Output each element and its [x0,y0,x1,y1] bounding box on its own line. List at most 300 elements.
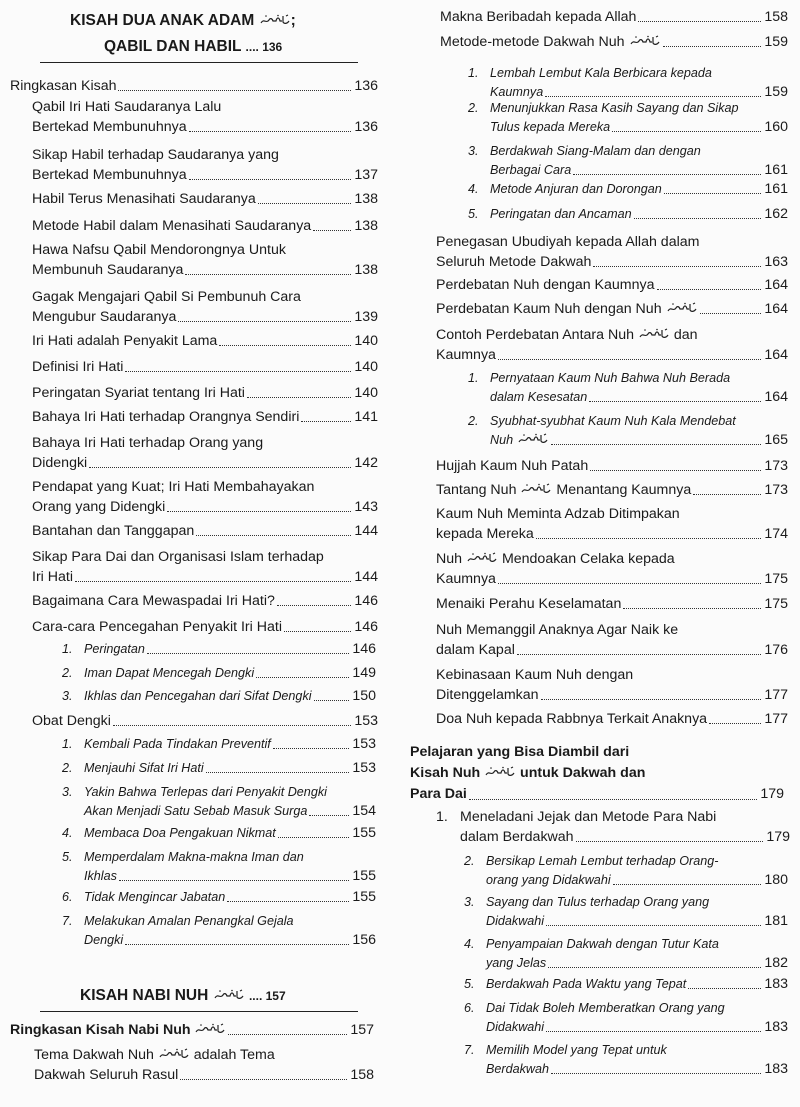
page-number: 142 [354,455,378,471]
toc-entry[interactable] [436,232,788,272]
entry-title: Tidak Mengincar Jabatan [84,890,226,904]
page-number: 175 [764,596,788,612]
page-number: 137 [354,167,378,183]
toc-entry[interactable] [436,709,788,729]
page-number: 155 [352,868,376,884]
entry-number: 6. [464,1001,475,1015]
entry-title: dalam Kapal [436,642,515,658]
leader-dots [573,174,761,175]
page-number: 164 [764,277,788,293]
leader-dots [657,289,762,290]
entry-number: 1. [62,737,73,751]
pbuh-icon [667,302,697,313]
leader-dots [546,1031,761,1032]
entry-title: Dakwah Seluruh Rasul [34,1067,179,1083]
entry-title: Didakwahi [486,1020,545,1034]
entry-title: Iman Dapat Mencegah Dengki [84,666,255,680]
leader-dots [167,511,351,512]
entry-title: Lembah Lembut Kala Berbicara kepada [490,66,712,80]
entry-title: Metode Habil dalam Menasihati Saudaranya [32,218,312,234]
entry-title: Definisi Iri Hati [32,359,124,375]
pbuh-icon [485,766,515,777]
leader-dots [277,605,351,606]
entry-title: Perdebatan Nuh dengan Kaumnya [436,277,655,293]
entry-title: Sikap Para Dai dan Organisasi Islam terhadap [32,549,324,565]
leader-dots [541,699,762,700]
page-number: 173 [764,458,788,474]
entry-title: Menantang Kaumnya [556,482,692,498]
toc-entry[interactable] [436,456,788,476]
pbuh-icon [159,1048,189,1059]
leader-dots [180,1079,347,1080]
page-number: 179 [760,786,784,802]
entry-title: Bagaimana Cara Mewaspadai Iri Hati? [32,593,275,609]
entry-title: Ikhlas [84,869,117,883]
toc-entry[interactable] [468,142,788,180]
entry-title: Nuh [436,551,463,567]
leader-dots [301,421,351,422]
leader-dots [256,677,349,678]
entry-number: 3. [468,144,479,158]
heading-line: untuk Dakwah dan [516,765,646,781]
page-number: 144 [354,569,378,585]
entry-title: dalam Berdakwah [460,829,574,845]
leader-dots [551,444,762,445]
page-number: 161 [764,162,788,178]
toc-entry[interactable] [436,275,788,295]
page-number: 159 [764,34,788,50]
entry-number: 7. [464,1043,475,1057]
entry-title: Doa Nuh kepada Rabbnya Terkait Anaknya [436,711,708,727]
entry-number: 3. [464,895,475,909]
toc-entry[interactable] [62,888,376,907]
entry-number: 1. [468,66,479,80]
entry-title: Akan Menjadi Satu Sebab Masuk Surga [84,804,308,818]
entry-number: 2. [468,414,479,428]
leader-dots [119,880,349,881]
entry-title: Dengki [84,933,124,947]
leader-dots [517,654,761,655]
toc-entry[interactable] [32,711,378,731]
entry-title: Tulus kepada Mereka [490,120,611,134]
leader-dots [593,266,761,267]
leader-dots [498,359,761,360]
toc-entry[interactable] [32,240,378,280]
toc-entry[interactable] [436,620,788,660]
page-number: 164 [764,389,788,405]
page-number: 165 [764,432,788,448]
entry-title: Peringatan dan Ancaman [490,207,632,221]
leader-dots [612,131,761,132]
entry-title: Memperdalam Makna-makna Iman dan [84,850,304,864]
entry-title: Tema Dakwah Nuh [34,1047,154,1063]
page-number: 174 [764,526,788,542]
toc-entry[interactable] [32,331,378,351]
page-number: 138 [354,262,378,278]
toc-entry[interactable] [32,189,378,209]
entry-title: Metode Anjuran dan Dorongan [490,182,662,196]
page-number: 164 [764,347,788,363]
page-number: 150 [352,688,376,704]
entry-title-extra: dan [669,327,698,343]
page-number: 139 [354,309,378,325]
pbuh-icon [195,1023,225,1034]
entry-title: orang yang Didakwahi [486,873,611,887]
entry-number: 2. [62,761,73,775]
toc-entry[interactable] [436,325,788,365]
pbuh-icon [630,35,660,46]
section-title-line1: KISAH DUA ANAK ADAM ; [70,12,296,29]
page-number: 143 [354,499,378,515]
page-number: 140 [354,333,378,349]
entry-number: 4. [468,182,479,196]
page-number: 155 [352,889,376,905]
toc-entry[interactable] [468,180,788,199]
leader-dots [551,1073,761,1074]
entry-number: 2. [464,854,475,868]
entry-title: Membaca Doa Pengakuan Nikmat [84,826,276,840]
entry-title: Metode-metode Dakwah Nuh [440,34,625,50]
toc-entry[interactable] [468,412,788,450]
leader-dots [178,321,351,322]
entry-number: 3. [62,689,73,703]
leader-dots [118,90,351,91]
toc-entry[interactable] [10,1020,374,1040]
entry-number: 5. [464,977,475,991]
toc-entry[interactable] [62,783,376,821]
page-number: 146 [354,593,378,609]
page-number: 163 [764,254,788,270]
entry-number: 3. [62,785,73,799]
entry-title: Iri Hati adalah Penyakit Lama [32,333,218,349]
entry-title: Peringatan [84,642,145,656]
entry-title: Habil Terus Menasihati Saudaranya [32,191,256,207]
entry-number: 4. [464,937,475,951]
section2-title: KISAH NABI NUH .... 157 [80,987,286,1004]
entry-title: Seluruh Metode Dakwah [436,254,592,270]
toc-entry[interactable] [464,1041,788,1079]
page-number: 153 [352,760,376,776]
toc-entry[interactable] [32,433,378,473]
pbuh-icon [467,552,497,563]
entry-title: Orang yang Didengki [32,499,166,515]
page-number: 140 [354,385,378,401]
toc-entry[interactable] [32,97,378,137]
toc-entry[interactable] [32,357,378,377]
toc-entry[interactable] [436,480,788,500]
toc-entry[interactable] [468,64,788,102]
entry-title: Obat Dengki [32,713,111,729]
leader-dots [688,988,761,989]
entry-number: 2. [468,101,479,115]
entry-title: yang Jelas [486,956,547,970]
page-number: 183 [764,1061,788,1077]
entry-title: Kaumnya [436,347,496,363]
entry-title: Hawa Nafsu Qabil Mendorongnya Untuk [32,242,286,258]
toc-entry[interactable] [34,1045,374,1085]
page-number: 164 [764,301,788,317]
entry-title: Kaumnya [490,85,544,99]
toc-entry[interactable] [32,287,378,327]
entry-title: Berdakwah Siang-Malam dan dengan [490,144,701,158]
leader-dots [125,371,351,372]
entry-number: 1. [468,371,479,385]
toc-entry[interactable] [32,383,378,403]
entry-title: Bertekad Membunuhnya [32,167,187,183]
page-number: 155 [352,825,376,841]
entry-title: Menjauhi Sifat Iri Hati [84,761,204,775]
entry-number: 5. [62,850,73,864]
page-number: 159 [764,84,788,100]
toc-entry[interactable] [62,735,376,754]
leader-dots [634,218,762,219]
page-number: 141 [354,409,378,425]
entry-title: Membunuh Saudaranya [32,262,184,278]
toc-entry[interactable] [32,591,378,611]
leader-dots [284,631,351,632]
page-number: 161 [764,181,788,197]
entry-title: Perdebatan Kaum Nuh dengan Nuh [436,301,662,317]
entry-title: Tantang Nuh [436,482,517,498]
toc-entry[interactable] [436,504,788,544]
leader-dots [147,653,349,654]
heading-line: Para Dai [410,786,467,802]
entry-title: Sayang dan Tulus terhadap Orang yang [486,895,710,909]
page-number: 177 [764,711,788,727]
page-number: 158 [764,9,788,25]
entry-title: Ditenggelamkan [436,687,539,703]
toc-entry[interactable] [468,99,788,137]
leader-dots [638,21,761,22]
toc-entry[interactable] [468,205,788,224]
toc-entry[interactable] [62,759,376,778]
toc-entry[interactable] [436,549,788,589]
entry-title: Hujjah Kaum Nuh Patah [436,458,589,474]
page-number: 156 [352,932,376,948]
entry-title: Menaiki Perahu Keselamatan [436,596,622,612]
page-number: 181 [764,913,788,929]
page-number: 136 [354,119,378,135]
leader-dots [185,274,351,275]
leader-dots [247,397,351,398]
leader-dots [663,46,762,47]
leader-dots [113,725,351,726]
leader-dots [623,608,761,609]
entry-title: Mendoakan Celaka kepada [501,551,675,567]
leader-dots [258,203,352,204]
page-number: 138 [354,191,378,207]
pbuh-icon [521,483,551,494]
toc-entry[interactable] [32,617,378,637]
toc-entry[interactable] [32,521,378,541]
leader-dots [498,583,761,584]
page-number: 160 [764,119,788,135]
entry-title: Nuh [490,433,514,447]
entry-title: Pernyataan Kaum Nuh Bahwa Nuh Berada [490,371,731,385]
section-title-line2: QABIL DAN HABIL .... 136 [104,38,283,55]
toc-entry[interactable] [464,999,788,1037]
toc-entry[interactable] [464,935,788,973]
pbuh-icon [260,14,290,25]
entry-title: Bahaya Iri Hati terhadap Orang yang [32,435,264,451]
entry-title: Kebinasaan Kaum Nuh dengan [436,667,634,683]
leader-dots [273,748,350,749]
toc-entry[interactable] [436,807,790,847]
leader-dots [546,925,761,926]
toc-entry[interactable] [62,912,376,950]
page-number: 162 [764,206,788,222]
leader-dots [576,841,764,842]
entry-title: kepada Mereka [436,526,534,542]
page-number: 140 [354,359,378,375]
toc-entry[interactable] [436,299,788,319]
entry-title: Makna Beribadah kepada Allah [440,9,637,25]
entry-number: 5. [468,207,479,221]
toc-entry[interactable] [464,893,788,931]
entry-title: Memilih Model yang Tepat untuk [486,1043,667,1057]
entry-number: 7. [62,914,73,928]
page-number: 157 [350,1022,374,1038]
toc-entry[interactable] [32,145,378,185]
section-divider [40,62,358,63]
entry-title: Penyampaian Dakwah dengan Tutur Kata [486,937,719,951]
toc-entry[interactable] [62,664,376,683]
entry-title: Ikhlas dan Pencegahan dari Sifat Dengki [84,689,312,703]
entry-title: Mengubur Saudaranya [32,309,177,325]
entry-title: Kaumnya [436,571,496,587]
page-number: 173 [764,482,788,498]
page-number: 146 [354,619,378,635]
page-number: 154 [352,803,376,819]
entry-number: 6. [62,890,73,904]
pbuh-icon [214,989,244,1000]
entry-title: Berbagai Cara [490,163,572,177]
leader-dots [469,799,758,800]
leader-dots [548,967,761,968]
entry-title: dalam Kesesatan [490,390,588,404]
leader-dots [189,131,352,132]
entry-title: Bahaya Iri Hati terhadap Orangnya Sendiri [32,409,300,425]
page-number: 177 [764,687,788,703]
toc-entry[interactable] [62,687,376,706]
entry-title: Bersikap Lemah Lembut terhadap Orang- [486,854,719,868]
page-number: 146 [352,641,376,657]
leader-dots [664,193,762,194]
entry-title: Gagak Mengajari Qabil Si Pembunuh Cara [32,289,301,305]
leader-dots [206,772,350,773]
toc-entry[interactable] [62,824,376,843]
leader-dots [228,1034,347,1035]
pbuh-icon [518,433,548,444]
entry-title: Bertekad Membunuhnya [32,119,187,135]
leader-dots [189,179,352,180]
leader-dots [309,815,349,816]
leader-dots [75,581,351,582]
pbuh-icon [639,328,669,339]
toc-entry[interactable] [32,547,378,587]
page-number: 183 [764,1019,788,1035]
page-number: 179 [766,829,790,845]
page-number: 153 [352,736,376,752]
toc-entry[interactable] [62,848,376,886]
page-number: 183 [764,976,788,992]
toc-entry[interactable] [440,32,788,52]
toc-entry[interactable] [32,216,378,236]
leader-dots [314,700,350,701]
toc-entry[interactable] [62,640,376,659]
leader-dots [709,723,761,724]
entry-title: Ringkasan Kisah [10,78,117,94]
lesson-heading [410,742,784,805]
page-number: 136 [354,78,378,94]
leader-dots [313,230,351,231]
page-number: 158 [350,1067,374,1083]
page-number: 182 [764,955,788,971]
entry-number: 4. [62,826,73,840]
entry-title: Berdakwah [486,1062,550,1076]
toc-entry[interactable] [464,975,788,994]
entry-number: 2. [62,666,73,680]
toc-entry[interactable] [440,7,788,27]
entry-title: Dai Tidak Boleh Memberatkan Orang yang [486,1001,725,1015]
leader-dots [693,494,761,495]
entry-title: Kaum Nuh Meminta Adzab Ditimpakan [436,506,680,522]
entry-title: Iri Hati [32,569,73,585]
entry-title: Didengki [32,455,88,471]
toc-entry[interactable] [464,852,788,890]
page-number: 153 [354,713,378,729]
entry-title: Meneladani Jejak dan Metode Para Nabi [460,809,717,825]
page-number: 144 [354,523,378,539]
page-number: 149 [352,665,376,681]
toc-entry[interactable] [32,477,378,517]
leader-dots [219,345,351,346]
toc-entry[interactable] [436,594,788,614]
leader-dots [545,96,761,97]
heading-line: Pelajaran yang Bisa Diambil dari [410,744,630,760]
leader-dots [278,837,350,838]
page-number: 175 [764,571,788,587]
leader-dots [89,467,351,468]
entry-title: Ringkasan Kisah Nabi Nuh [10,1022,191,1038]
entry-title-extra: adalah Tema [189,1047,275,1063]
toc-entry[interactable] [10,76,378,96]
leader-dots [613,884,762,885]
leader-dots [227,901,349,902]
entry-title: Sikap Habil terhadap Saudaranya yang [32,147,279,163]
toc-entry[interactable] [468,369,788,407]
leader-dots [196,535,351,536]
entry-title: Qabil Iri Hati Saudaranya Lalu [32,99,222,115]
leader-dots [590,470,761,471]
entry-title: Syubhat-syubhat Kaum Nuh Kala Mendebat [490,414,736,428]
entry-title: Melakukan Amalan Penangkal Gejala [84,914,294,928]
toc-entry[interactable] [32,407,378,427]
page-number: 180 [764,872,788,888]
entry-number: 1. [62,642,73,656]
page-number: 138 [354,218,378,234]
entry-title: Contoh Perdebatan Antara Nuh [436,327,634,343]
entry-title: Menunjukkan Rasa Kasih Sayang dan Sikap [490,101,739,115]
leader-dots [125,944,349,945]
entry-title: Berdakwah Pada Waktu yang Tepat [486,977,687,991]
leader-dots [589,401,761,402]
toc-entry[interactable] [436,665,788,705]
heading-line: Kisah Nuh [410,765,481,781]
entry-title: Bantahan dan Tanggapan [32,523,195,539]
entry-title: Kembali Pada Tindakan Preventif [84,737,271,751]
entry-number: 1. [436,809,448,825]
